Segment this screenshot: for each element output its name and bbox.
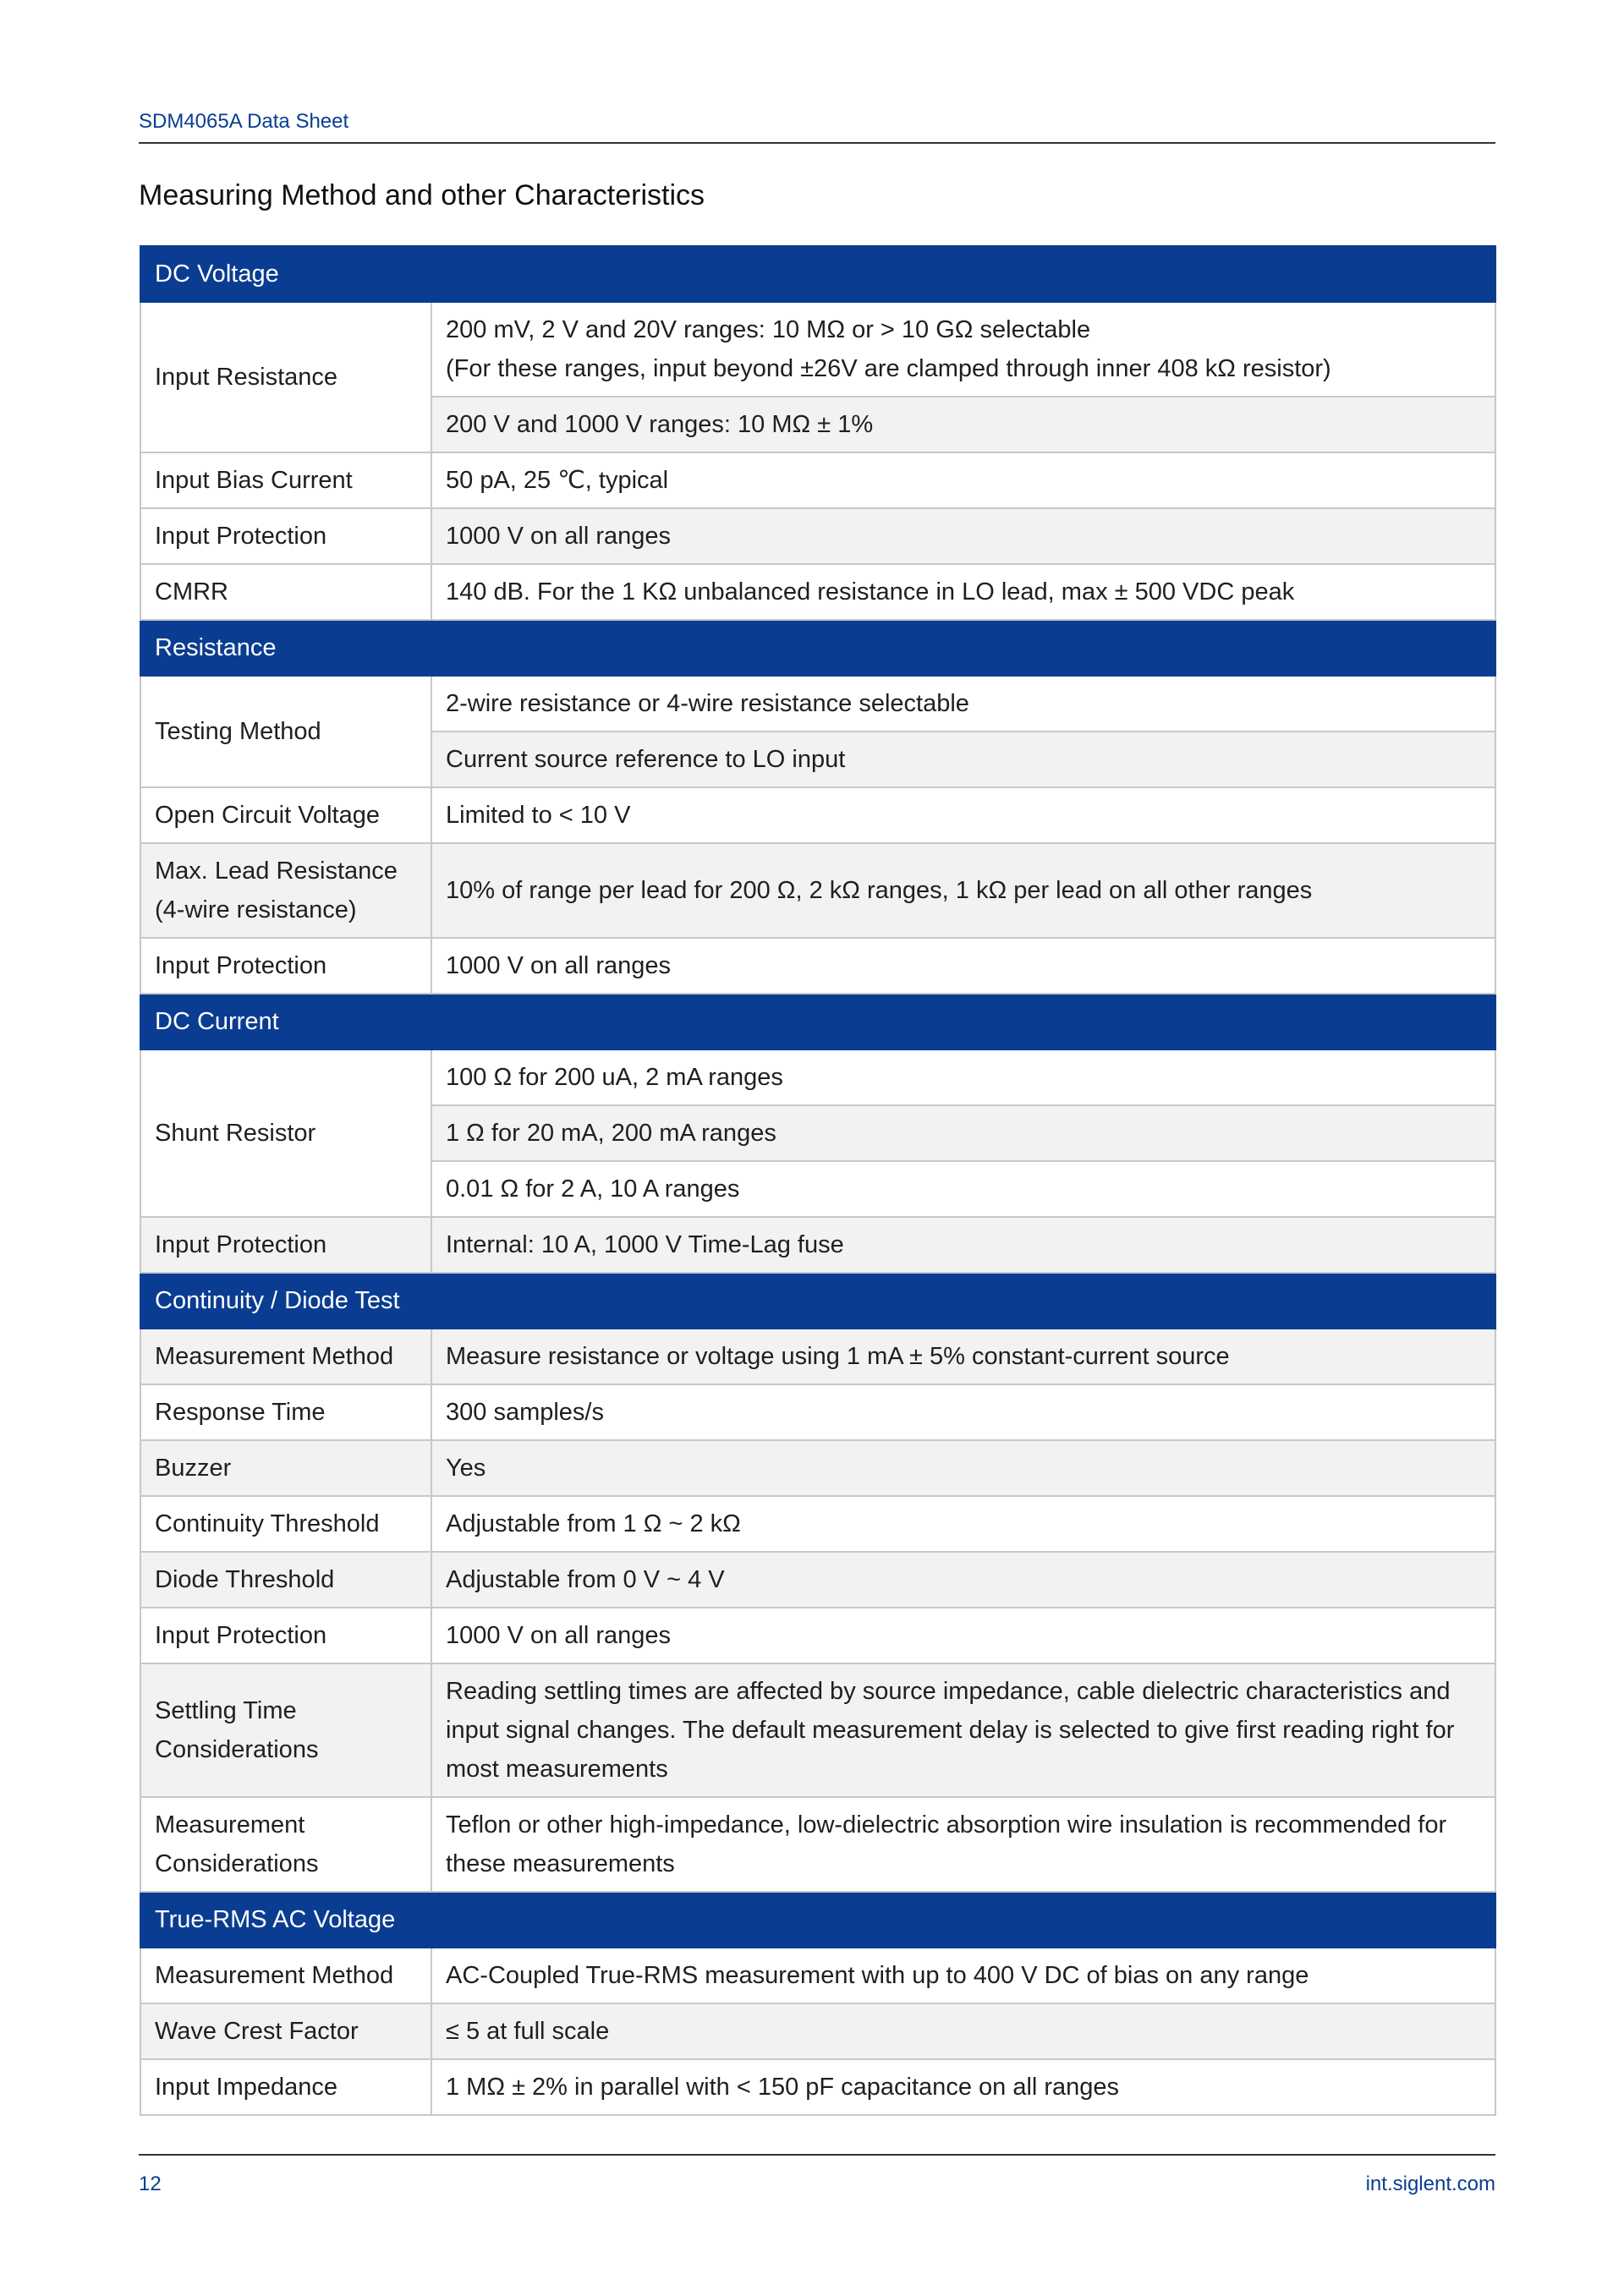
row-value: Measure resistance or voltage using 1 mA ± 5% constant-current source xyxy=(431,1329,1495,1384)
table-row xyxy=(140,1217,1495,1273)
website-link[interactable]: int.siglent.com xyxy=(1365,2173,1495,2195)
row-value: 2-wire resistance or 4-wire resistance selectable xyxy=(431,676,1495,732)
table-row xyxy=(140,1329,1495,1384)
table-row xyxy=(140,787,1495,843)
row-value: Adjustable from 0 V ~ 4 V xyxy=(431,1552,1495,1608)
value-line: Reading settling times are affected by source impedance, cable dielectric characteristics and xyxy=(446,1678,1451,1705)
row-label: Diode Threshold xyxy=(140,1552,431,1608)
row-label: Input Bias Current xyxy=(140,452,431,508)
row-label: Open Circuit Voltage xyxy=(140,787,431,843)
page-header xyxy=(139,107,1495,144)
row-value: Current source reference to LO input xyxy=(431,732,1495,787)
document-title: SDM4065A Data Sheet xyxy=(139,110,349,133)
label-line: Measurement xyxy=(155,1811,305,1838)
section-title: Resistance xyxy=(140,620,1495,676)
table-row xyxy=(140,1440,1495,1496)
section-title: True-RMS AC Voltage xyxy=(140,1892,1495,1948)
row-value: 10% of range per lead for 200 Ω, 2 kΩ ranges, 1 kΩ per lead on all other ranges xyxy=(431,843,1495,938)
value-line: these measurements xyxy=(446,1850,675,1877)
table-row xyxy=(140,302,1495,397)
row-value: AC-Coupled True-RMS measurement with up to 400 V DC of bias on any range xyxy=(431,1948,1495,2003)
table-row xyxy=(140,938,1495,994)
value-line: (For these ranges, input beyond ±26V are clamped through inner 408 kΩ resistor) xyxy=(446,355,1331,382)
row-value xyxy=(431,1663,1495,1797)
row-label: Measurement Method xyxy=(140,1329,431,1384)
row-label: Wave Crest Factor xyxy=(140,2003,431,2059)
section-header-ac-voltage xyxy=(140,1892,1495,1948)
row-value: Yes xyxy=(431,1440,1495,1496)
label-line: Considerations xyxy=(155,1850,319,1877)
row-label: Input Protection xyxy=(140,1608,431,1663)
row-value xyxy=(431,302,1495,397)
row-value: 100 Ω for 200 uA, 2 mA ranges xyxy=(431,1049,1495,1105)
row-label: Continuity Threshold xyxy=(140,1496,431,1552)
label-line: (4-wire resistance) xyxy=(155,896,357,923)
table-row xyxy=(140,1663,1495,1797)
section-heading: Measuring Method and other Characteristics xyxy=(139,179,705,211)
row-value: ≤ 5 at full scale xyxy=(431,2003,1495,2059)
table-row xyxy=(140,1384,1495,1440)
section-title: DC Current xyxy=(140,994,1495,1049)
table-row xyxy=(140,1608,1495,1663)
row-value: 140 dB. For the 1 KΩ unbalanced resistance in LO lead, max ± 500 VDC peak xyxy=(431,564,1495,620)
row-value: Limited to < 10 V xyxy=(431,787,1495,843)
row-label: Buzzer xyxy=(140,1440,431,1496)
table-row xyxy=(140,2003,1495,2059)
table-row xyxy=(140,1049,1495,1105)
row-label: Input Resistance xyxy=(140,302,431,452)
label-line: Settling Time xyxy=(155,1697,297,1724)
page-number: 12 xyxy=(139,2173,162,2195)
section-title: DC Voltage xyxy=(140,246,1495,302)
row-label: Response Time xyxy=(140,1384,431,1440)
row-label xyxy=(140,1797,431,1892)
row-label: Testing Method xyxy=(140,676,431,787)
row-value: 0.01 Ω for 2 A, 10 A ranges xyxy=(431,1161,1495,1217)
section-header-resistance xyxy=(140,620,1495,676)
table-row xyxy=(140,508,1495,564)
row-label: CMRR xyxy=(140,564,431,620)
row-label: Shunt Resistor xyxy=(140,1049,431,1217)
row-label: Input Protection xyxy=(140,938,431,994)
row-value: 1000 V on all ranges xyxy=(431,938,1495,994)
row-value xyxy=(431,1797,1495,1892)
table-row xyxy=(140,843,1495,938)
table-row xyxy=(140,2059,1495,2115)
row-value: 1 MΩ ± 2% in parallel with < 150 pF capacitance on all ranges xyxy=(431,2059,1495,2115)
table-row xyxy=(140,676,1495,732)
row-value: Adjustable from 1 Ω ~ 2 kΩ xyxy=(431,1496,1495,1552)
label-line: Considerations xyxy=(155,1736,319,1763)
row-value: 300 samples/s xyxy=(431,1384,1495,1440)
page-footer xyxy=(139,2154,1495,2198)
row-value: 1000 V on all ranges xyxy=(431,1608,1495,1663)
row-label: Input Protection xyxy=(140,508,431,564)
table-row xyxy=(140,1552,1495,1608)
row-label: Measurement Method xyxy=(140,1948,431,2003)
value-line: 200 mV, 2 V and 20V ranges: 10 MΩ or > 10 GΩ selectable xyxy=(446,316,1091,343)
value-line: Teflon or other high-impedance, low-dielectric absorption wire insulation is recommended for xyxy=(446,1811,1447,1838)
table-row xyxy=(140,564,1495,620)
table-row xyxy=(140,1948,1495,2003)
row-value: 1 Ω for 20 mA, 200 mA ranges xyxy=(431,1105,1495,1161)
row-value: 200 V and 1000 V ranges: 10 MΩ ± 1% xyxy=(431,397,1495,452)
row-label xyxy=(140,843,431,938)
row-value: 50 pA, 25 ℃, typical xyxy=(431,452,1495,508)
value-line: most measurements xyxy=(446,1756,668,1783)
spec-table xyxy=(140,245,1496,2116)
row-label xyxy=(140,1663,431,1797)
table-row xyxy=(140,1797,1495,1892)
table-row xyxy=(140,1496,1495,1552)
section-header-dc-current xyxy=(140,994,1495,1049)
section-title: Continuity / Diode Test xyxy=(140,1273,1495,1329)
row-value: 1000 V on all ranges xyxy=(431,508,1495,564)
table-row xyxy=(140,452,1495,508)
row-label: Input Impedance xyxy=(140,2059,431,2115)
row-label: Input Protection xyxy=(140,1217,431,1273)
section-header-dc-voltage xyxy=(140,246,1495,302)
row-value: Internal: 10 A, 1000 V Time-Lag fuse xyxy=(431,1217,1495,1273)
label-line: Max. Lead Resistance xyxy=(155,858,398,885)
value-line: input signal changes. The default measurement delay is selected to give first reading right for xyxy=(446,1717,1455,1744)
section-header-continuity xyxy=(140,1273,1495,1329)
